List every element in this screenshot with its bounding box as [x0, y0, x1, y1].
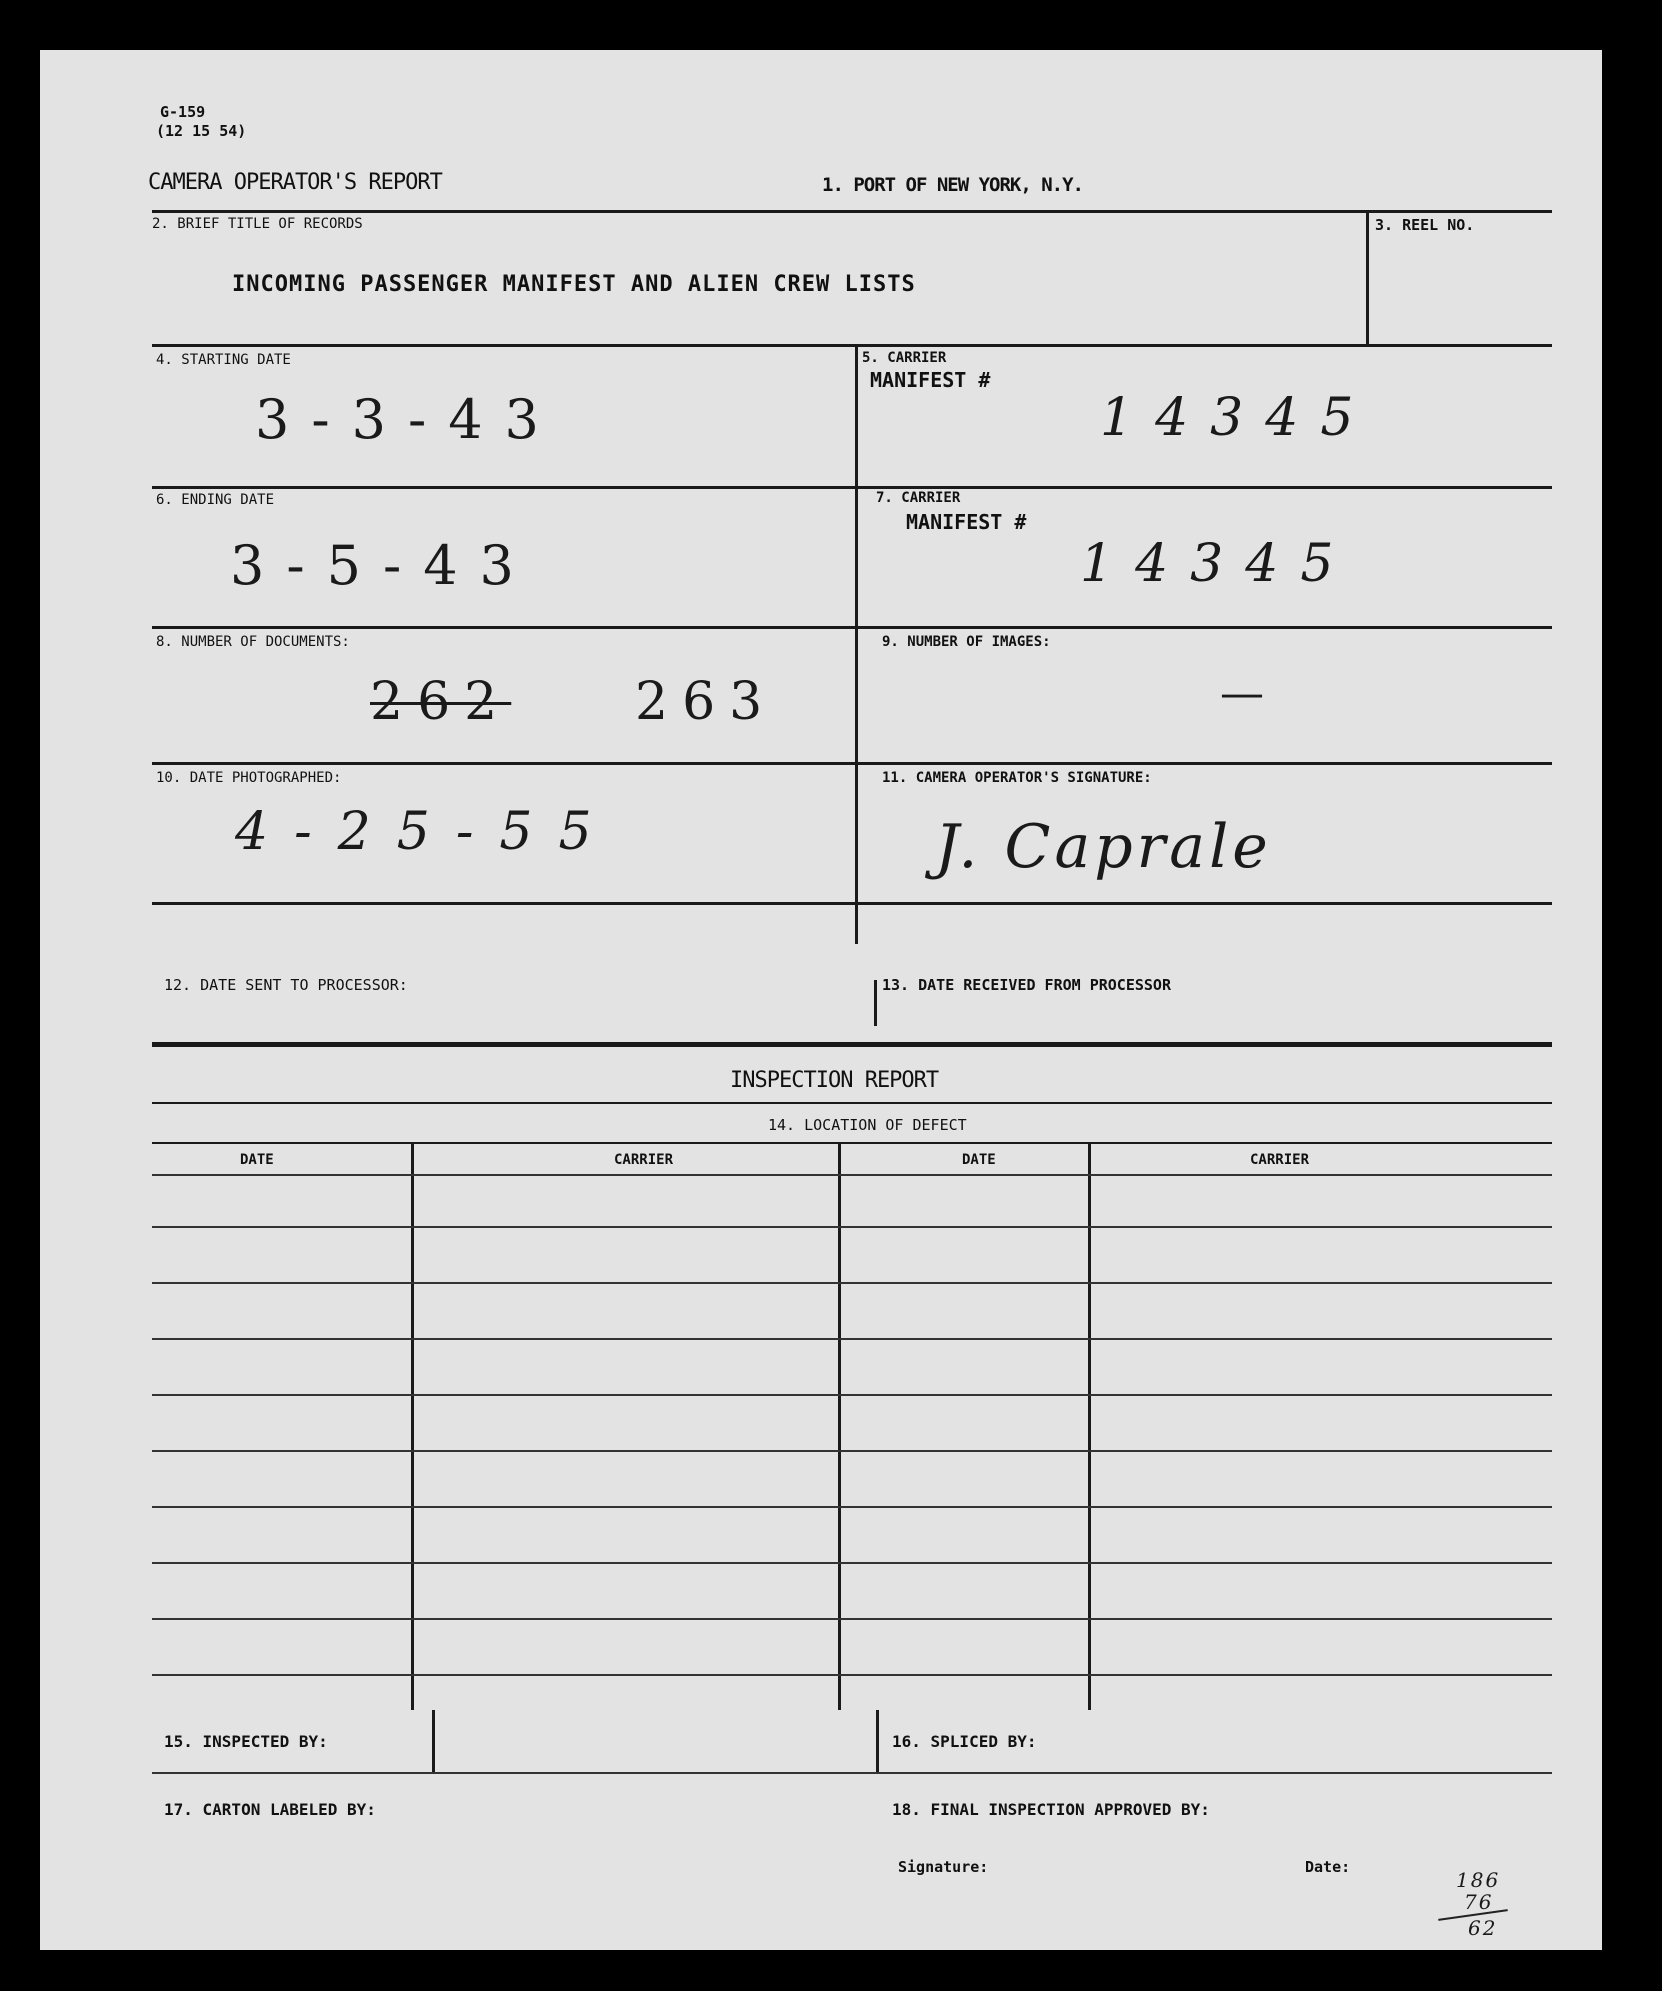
num-documents-value: 263 [635, 672, 777, 732]
margin-note: 186 [1456, 1868, 1501, 1892]
starting-date-value: 3-3-43 [255, 388, 561, 451]
carrier-start-sublabel: MANIFEST # [870, 368, 991, 392]
date-photographed-value: 4-25-55 [235, 802, 618, 862]
margin-note: 76 [1464, 1890, 1494, 1914]
carrier-start-value: 14345 [1100, 388, 1376, 448]
column-header: DATE [240, 1152, 274, 1168]
carrier-end-label: 7. CARRIER [876, 490, 961, 506]
ending-date-value: 3-5-43 [230, 534, 536, 597]
num-images-value: — [1220, 668, 1264, 719]
reel-field[interactable] [1385, 250, 1535, 290]
ending-date-label: 6. ENDING DATE [156, 492, 275, 508]
spliced-by-label: 16. SPLICED BY: [892, 1732, 1037, 1751]
reel-label: 3. REEL NO. [1375, 216, 1475, 234]
defect-label: 14. LOCATION OF DEFECT [768, 1116, 967, 1134]
num-images-label: 9. NUMBER OF IMAGES: [882, 634, 1051, 650]
starting-date-label: 4. STARTING DATE [156, 352, 291, 368]
column-header: DATE [962, 1152, 996, 1168]
carrier-end-sublabel: MANIFEST # [906, 510, 1027, 534]
carton-labeled-by-label: 17. CARTON LABELED BY: [164, 1800, 376, 1819]
num-documents-struck: 262 [370, 672, 512, 732]
date-label: Date: [1305, 1858, 1351, 1876]
records-title: INCOMING PASSENGER MANIFEST AND ALIEN CREW LISTS [232, 272, 916, 297]
form-title: CAMERA OPERATOR'S REPORT [148, 170, 442, 195]
port-label: 1. PORT OF NEW YORK, N.Y. [822, 174, 1083, 196]
column-header: CARRIER [614, 1152, 674, 1168]
operator-signature-value: J. Caprale [935, 812, 1272, 882]
date-received-label: 13. DATE RECEIVED FROM PROCESSOR [882, 976, 1171, 994]
column-header: CARRIER [1250, 1152, 1310, 1168]
margin-note: 62 [1468, 1916, 1498, 1940]
operator-signature-label: 11. CAMERA OPERATOR'S SIGNATURE: [882, 770, 1152, 786]
defect-table [152, 1144, 1552, 1710]
date-photographed-label: 10. DATE PHOTOGRAPHED: [156, 770, 342, 786]
form-number: G-159 [160, 103, 206, 121]
carrier-end-value: 14345 [1080, 534, 1356, 594]
inspection-title: INSPECTION REPORT [730, 1068, 939, 1093]
final-inspection-label: 18. FINAL INSPECTION APPROVED BY: [892, 1800, 1210, 1819]
form-page [40, 50, 1602, 1950]
inspected-by-label: 15. INSPECTED BY: [164, 1732, 328, 1751]
num-documents-label: 8. NUMBER OF DOCUMENTS: [156, 634, 350, 650]
carrier-start-label: 5. CARRIER [862, 350, 947, 366]
signature-label: Signature: [898, 1858, 989, 1876]
records-label: 2. BRIEF TITLE OF RECORDS [152, 216, 363, 232]
form-revision: (12 15 54) [156, 122, 247, 140]
date-sent-label: 12. DATE SENT TO PROCESSOR: [164, 976, 408, 994]
